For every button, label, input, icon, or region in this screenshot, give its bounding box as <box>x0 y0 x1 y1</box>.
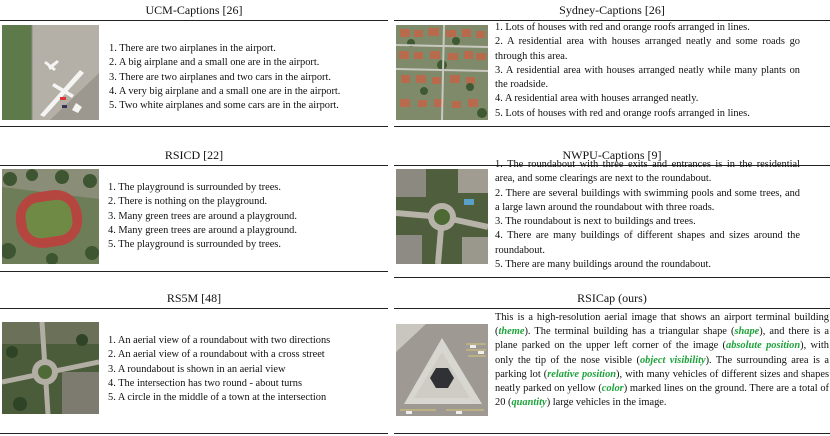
attribute-term: color <box>601 383 624 395</box>
caption-text: ), with many vehicles of different sizes and shapes neatly parked on yellow ( <box>495 368 829 395</box>
caption-item: 2. An aerial view of a roundabout with a cross street <box>108 349 325 361</box>
caption-item: 1. An aerial view of a roundabout with two directions <box>108 335 331 346</box>
caption-item: 5. There are many buildings around the roundabout. <box>495 259 711 271</box>
roundabout-thumbnail <box>396 169 488 264</box>
attribute-term: shape <box>734 326 760 338</box>
attribute-term: absolute position <box>726 340 801 352</box>
caption-item: 2. There are several buildings with swimming pools and some trees, and a large lawn around the roundabout with three roads. <box>495 187 800 213</box>
caption-text: ), with only the tip of the nose visible ( <box>495 340 829 366</box>
attribute-term: object visibility <box>639 354 706 366</box>
caption-item: 5. The playground is surrounded by trees. <box>108 239 281 251</box>
caption-item: 3. There are two airplanes and two cars in the airport. <box>109 71 331 83</box>
caption-item: 4. There are many buildings of different shapes and sizes around the roundabout. <box>495 230 800 256</box>
residential-thumbnail <box>396 25 488 120</box>
caption-item: 2. There is nothing on the playground. <box>108 196 268 208</box>
attribute-term: quantity <box>511 397 547 409</box>
rsicap-caption <box>495 311 829 410</box>
caption-item: 4. The intersection has two round - about turns <box>108 377 303 389</box>
panel-title: NWPU-Captions [9] <box>394 145 830 166</box>
caption-item: 2. A residential area with houses arranged neatly and some roads go through this area. <box>495 36 800 62</box>
panel-rsicap <box>394 288 830 436</box>
panel-rule <box>0 126 388 127</box>
caption-item: 3. A residential area with houses arranged neatly while many plants on the roadside. <box>495 64 800 91</box>
caption-item: 4. A residential area with houses arranged neatly. <box>495 93 699 105</box>
caption-text: This is a high-resolution aerial image that shows an airport terminal building ( <box>495 312 829 338</box>
panel-sydney-captions <box>394 0 830 145</box>
panel-rule <box>0 433 388 434</box>
roundabout-thumbnail <box>2 322 99 414</box>
caption-item: 1. The playground is surrounded by trees. <box>108 182 281 193</box>
attribute-term: theme <box>498 326 525 338</box>
panel-title: Sydney-Captions [26] <box>394 0 830 21</box>
panel-rule <box>0 271 388 272</box>
caption-item: 1. Lots of houses with red and orange roofs arranged in lines. <box>495 22 750 33</box>
panel-rsicd <box>0 145 388 288</box>
caption-list <box>109 42 387 113</box>
playground-thumbnail <box>2 169 99 264</box>
panel-rs5m <box>0 288 388 436</box>
panel-ucm-captions <box>0 0 388 145</box>
caption-item: 2. A big airplane and a small one are in the airport. <box>109 57 320 69</box>
caption-item: 3. Many green trees are around a playground. <box>108 210 297 222</box>
caption-text: ) large vehicles in the image. <box>546 397 667 409</box>
panel-nwpu-captions <box>394 145 830 288</box>
caption-list <box>495 21 800 121</box>
airport-thumbnail <box>2 25 99 120</box>
caption-item: 5. Lots of houses with red and orange roofs arranged in lines. <box>495 107 750 119</box>
panel-rule <box>394 277 830 278</box>
caption-item: 1. The roundabout with three exits and entrances is in the residential area, and some clearings are next to the roundabout. <box>495 159 800 185</box>
caption-list <box>108 334 386 405</box>
caption-item: 5. A circle in the middle of a town at the intersection <box>108 392 327 404</box>
panel-title: UCM-Captions [26] <box>0 0 388 21</box>
caption-text: ) marked lines on the ground. There are a total of 20 ( <box>495 383 829 409</box>
attribute-term: relative position <box>547 368 617 380</box>
caption-list <box>108 181 386 252</box>
panel-title: RS5M [48] <box>0 288 388 309</box>
caption-item: 5. Two white airplanes and some cars are in the airport. <box>109 100 339 112</box>
caption-item: 3. A roundabout is shown in an aerial view <box>108 363 286 375</box>
airport-terminal-thumbnail <box>396 324 488 416</box>
caption-item: 4. Many green trees are around a playground. <box>108 224 297 236</box>
caption-text: ). The terminal building has a triangular shape ( <box>524 326 735 338</box>
caption-text: ), and there is a plane parked on the upper left corner of the image ( <box>495 326 829 352</box>
panel-title: RSICD [22] <box>0 145 388 166</box>
panel-title: RSICap (ours) <box>394 288 830 309</box>
caption-item: 3. The roundabout is next to buildings and trees. <box>495 216 696 228</box>
caption-item: 1. There are two airplanes in the airport. <box>109 43 276 54</box>
panel-rule <box>394 433 830 434</box>
panel-rule <box>394 126 830 127</box>
caption-item: 4. A very big airplane and a small one are in the airport. <box>109 85 341 97</box>
caption-text: ). The surrounding area is a parking lot ( <box>495 354 829 380</box>
caption-list <box>495 158 800 272</box>
